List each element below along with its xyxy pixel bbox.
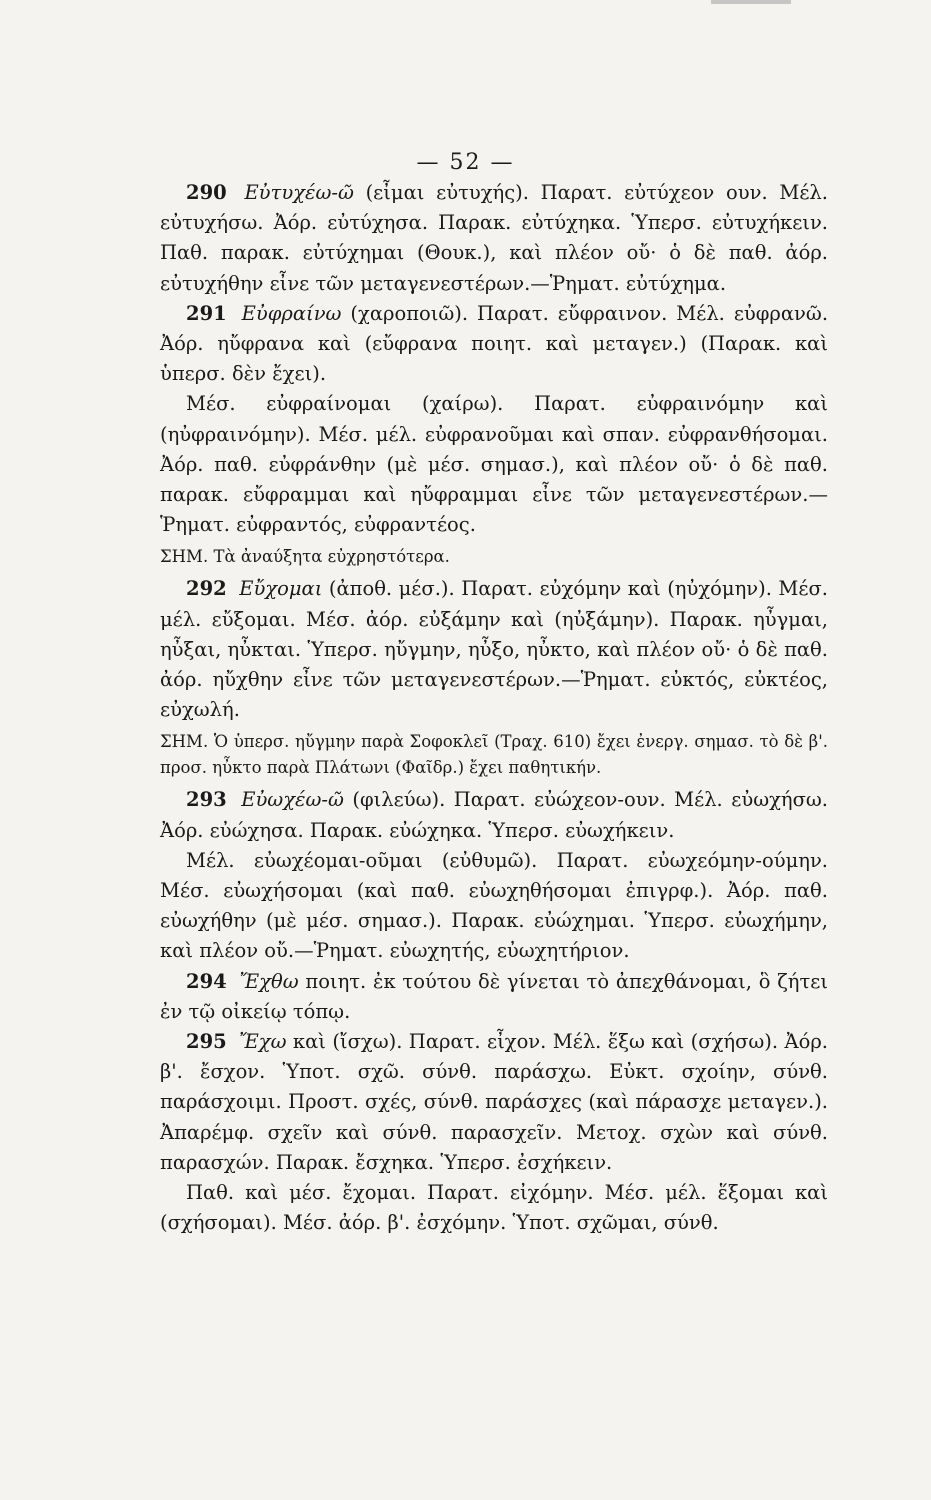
page-body bbox=[160, 178, 828, 1239]
entry-291-middle-voice bbox=[160, 389, 828, 540]
scan-artifact bbox=[711, 0, 791, 4]
entry-number: 292 bbox=[186, 577, 227, 601]
headword: Εὐωχέω-ῶ bbox=[241, 788, 344, 812]
entry-294 bbox=[160, 967, 828, 1027]
entry-text: (ἀποθ. μέσ.). Παρατ. εὐχόμην καὶ (ηὐχόμην). Μέσ. μέλ. εὔξομαι. Μέσ. ἀόρ. εὐξάμην καὶ (ηὐξάμην). Παρακ. ηὖγμαι, ηὖξαι, ηὖκται. Ὑπερσ. ηὔγμην, ηὖξο, ηὖκτο, καὶ πλέον οὔ· ὁ δὲ παθ. ἀόρ. ηὔχθην εἶνε τῶν μεταγενεστέρων.—Ῥηματ. εὐκτός, εὐκτέος, εὐχωλή. bbox=[160, 577, 828, 722]
headword: Εὐφραίνω bbox=[241, 301, 342, 325]
entry-text: (φιλεύω). Παρατ. εὐώχεον-ουν. Μέλ. εὐωχήσω. Ἀόρ. εὐώχησα. Παρακ. εὐώχηκα. Ὑπερσ. εὐωχήκειν. bbox=[160, 788, 828, 842]
headword: Εὐτυχέω-ῶ bbox=[244, 181, 354, 204]
entry-text: Παθ. καὶ μέσ. ἔχομαι. Παρατ. εἰχόμην. Μέσ. μέλ. ἕξομαι καὶ (σχήσομαι). Μέσ. ἀόρ. β'. ἐσχόμην. Ὑποτ. σχῶμαι, σύνθ. bbox=[160, 1181, 828, 1235]
note-292 bbox=[160, 729, 828, 781]
headword: Ἔχω bbox=[239, 1030, 287, 1054]
entry-number: 291 bbox=[186, 301, 227, 325]
entry-293 bbox=[160, 785, 828, 845]
entry-292 bbox=[160, 574, 828, 725]
page-number: — 52 — bbox=[416, 150, 515, 175]
entry-295 bbox=[160, 1027, 828, 1178]
entry-number: 293 bbox=[186, 788, 227, 812]
entry-text: Μέλ. εὐωχέομαι-οῦμαι (εὐθυμῶ). Παρατ. εὐωχεόμην-ούμην. Μέσ. εὐωχήσομαι (καὶ παθ. εὐωχηθήσομαι ἐπιγρφ.). Ἀόρ. παθ. εὐωχήθην (μὲ μέσ. σημασ.). Παρακ. εὐώχημαι. Ὑπερσ. εὐωχήμην, καὶ πλέον οὔ.—Ῥηματ. εὐωχητής, εὐωχητήριον. bbox=[160, 848, 828, 963]
note-text: ΣΗΜ. Ὁ ὑπερσ. ηὔγμην παρὰ Σοφοκλεῖ (Τραχ. 610) ἔχει ἐνεργ. σημασ. τὸ δὲ β'. προσ. ηὖκτο παρὰ Πλάτωνι (Φαῖδρ.) ἔχει παθητικήν. bbox=[160, 732, 828, 778]
entry-290 bbox=[160, 178, 828, 299]
entry-291 bbox=[160, 299, 828, 390]
note-text: ΣΗΜ. Τὰ ἀναύξητα εὐχρηστότερα. bbox=[160, 547, 450, 567]
entry-text: (εἶμαι εὐτυχής). Παρατ. εὐτύχεον ουν. Μέλ. εὐτυχήσω. Ἀόρ. εὐτύχησα. Παρακ. εὐτύχηκα. Ὑπερσ. εὐτυχήκειν. Παθ. παρακ. εὐτύχημαι (Θουκ.), καὶ πλέον οὔ· ὁ δὲ παθ. ἀόρ. εὐτυχήθην εἶνε τῶν μεταγενεστέρων.—Ῥηματ. εὐτύχημα. bbox=[160, 181, 828, 295]
entry-293-middle-voice bbox=[160, 846, 828, 967]
entry-text: καὶ (ἴσχω). Παρατ. εἶχον. Μέλ. ἕξω καὶ (σχήσω). Ἀόρ. β'. ἔσχον. Ὑποτ. σχῶ. σύνθ. παράσχω. Εὐκτ. σχοίην, σύνθ. παράσχοιμι. Προστ. σχές, σύνθ. παράσχες (καὶ πάρασχε μεταγεν.). Ἀπαρέμφ. σχεῖν καὶ σύνθ. παρασχεῖν. Μετοχ. σχὼν καὶ σύνθ. παρασχών. Παρακ. ἔσχηκα. Ὑπερσ. ἐσχήκειν. bbox=[160, 1030, 829, 1174]
entry-text: Μέσ. εὐφραίνομαι (χαίρω). Παρατ. εὐφραινόμην καὶ (ηὐφραινόμην). Μέσ. μέλ. εὐφρανοῦμαι καὶ σπαν. εὐφρανθήσομαι. Ἀόρ. παθ. εὐφράνθην (μὲ μέσ. σημασ.), καὶ πλέον οὔ· ὁ δὲ παθ. παρακ. εὔφραμμαι καὶ ηὔφραμμαι εἶνε τῶν μεταγενεστέρων.—Ῥηματ. εὐφραντός, εὐφραντέος. bbox=[160, 392, 828, 537]
entry-text: (χαροποιῶ). Παρατ. εὔφραινον. Μέλ. εὐφρανῶ. Ἀόρ. ηὔφρανα καὶ (εὔφρανα ποιητ. καὶ μεταγεν.) (Παρακ. καὶ ὑπερσ. δὲν ἔχει). bbox=[160, 301, 829, 386]
entry-number: 294 bbox=[186, 969, 227, 993]
entry-number: 295 bbox=[186, 1030, 227, 1054]
headword: Εὔχομαι bbox=[239, 577, 323, 601]
entry-number: 290 bbox=[186, 181, 227, 204]
note-291 bbox=[160, 544, 828, 570]
headword: Ἔχθω bbox=[239, 969, 299, 993]
entry-295-passive bbox=[160, 1178, 828, 1238]
entry-text: ποιητ. ἐκ τούτου δὲ γίνεται τὸ ἀπεχθάνομαι, ὃ ζήτει ἐν τῷ οἰκείῳ τόπῳ. bbox=[160, 969, 828, 1023]
